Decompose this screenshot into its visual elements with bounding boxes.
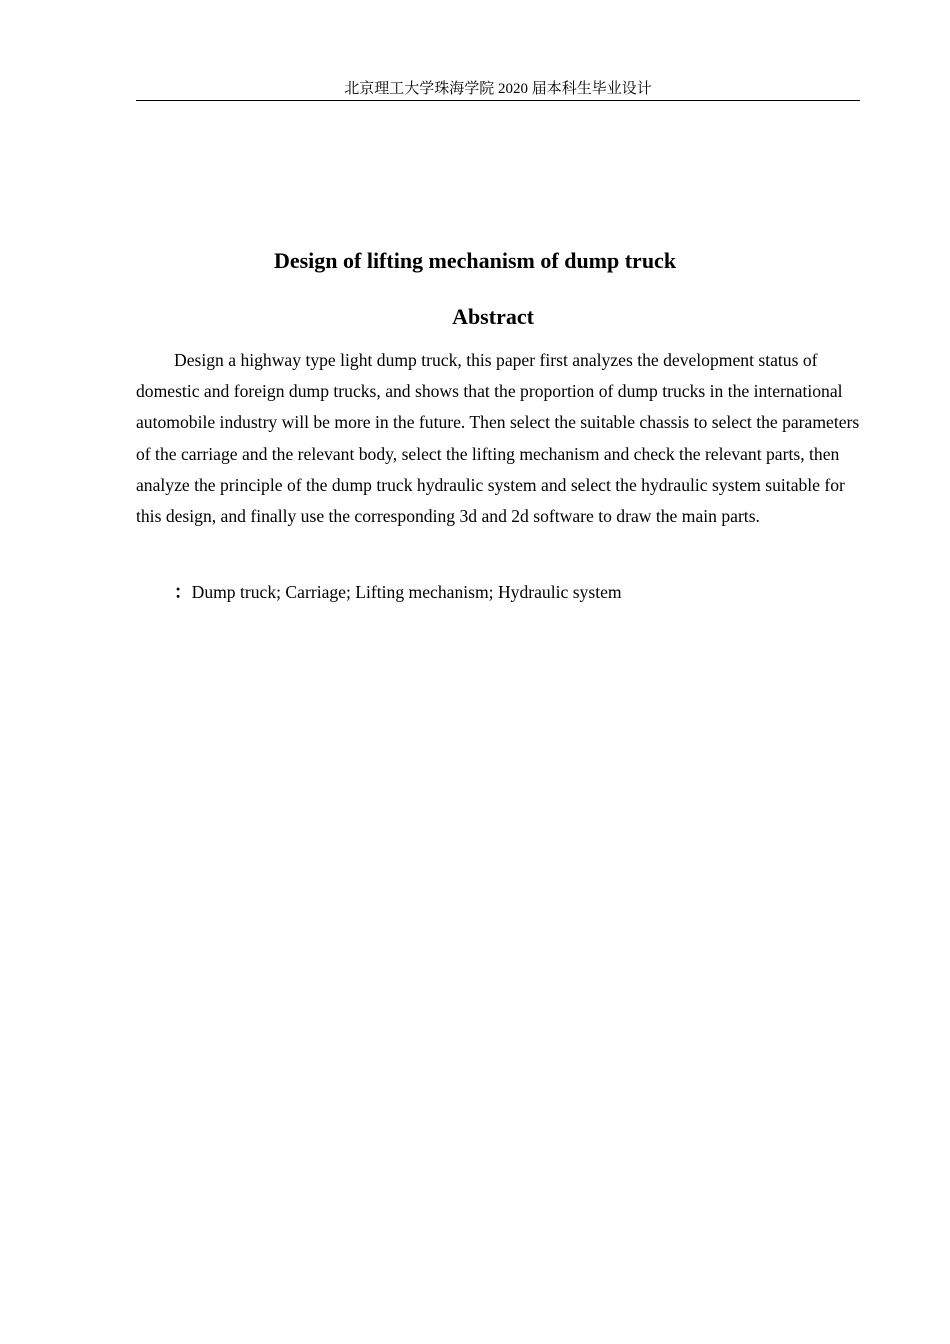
keywords-label: ： [174,582,192,602]
keywords-text: Dump truck; Carriage; Lifting mechanism; Hydraulic system [191,582,622,602]
document-title: Design of lifting mechanism of dump truck [273,248,677,273]
abstract-body: Design a highway type light dump truck, this paper first analyzes the development status of domestic and foreign dump trucks, and shows that the proportion of dump trucks in the international automobile industry will be more in the future. Then select the suitable chassis to select the parameters of the carriage and the relevant body, select the lifting mechanism and check the relevant parts, then analyze the principle of the dump truck hydraulic system and select the hydraulic system suitable for this design, and finally use the corresponding 3d and 2d software to draw the main parts. [136,350,860,527]
running-header: 北京理工大学珠海学院 2020 届本科生毕业设计 [136,80,860,101]
abstract-heading: Abstract [452,304,534,329]
keywords-line [174,578,854,606]
